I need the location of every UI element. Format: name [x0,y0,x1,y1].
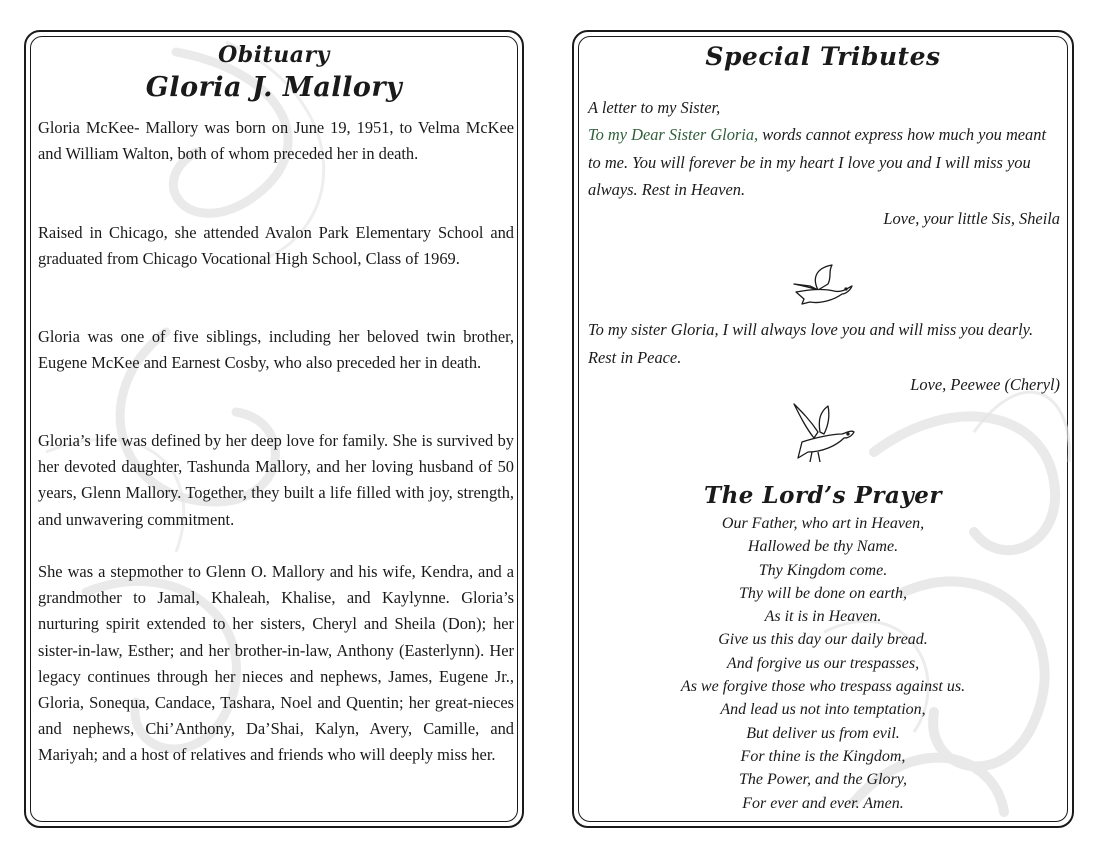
prayer-line: And lead us not into temptation, [720,701,926,719]
deceased-name: Gloria J. Mallory [145,72,403,103]
tribute-body [588,121,1060,204]
prayer-line: Hallowed be thy Name. [747,538,899,556]
tribute-signature: Love, your little Sis, Sheila [883,209,1060,228]
tributes-panel [572,30,1074,828]
tribute-salutation: A letter to my Sister, [588,98,721,117]
dove-icon [788,264,858,308]
obituary-heading: Obituary [218,42,330,68]
obituary-paragraph: Gloria McKee- Mallory was born on June 19, 1951, to Velma McKee and William Walton, both of whom preceded her in death. [38,118,514,164]
prayer-line: Give us this day our daily bread. [718,631,928,649]
prayer-line: For ever and ever. Amen. [742,794,904,812]
prayer-text [574,512,1072,815]
prayer-line: Our Father, who art in Heaven, [721,515,925,532]
prayer-line: As we forgive those who trespass against us. [680,678,966,696]
obituary-panel [24,30,524,828]
obituary-paragraph: She was a stepmother to Glenn O. Mallory and his wife, Kendra, and a grandmother to Jamal, Khaleah, Khalise, and Kaylynne. Gloria’s nurturing spirit extended to her sisters, Cheryl and Sheila (Don); her sister-in-law, Esther; and her brother-in-law, Anthony (Easterlynn). Her legacy continues through her nieces and nephews, James, Eugene Jr., Gloria, Sonequa, Candace, Tashara, Noel and Quentin; her great-nieces and nephews, Chi’Anthony, Da’Shai, Kalyn, Avery, Camille, and Mariyah; and a host of relatives and friends who will deeply miss her. [38,562,514,765]
tribute-opening: To my Dear Sister Gloria, [588,125,759,144]
prayer-line: But deliver us from evil. [746,724,900,742]
prayer-line: Thy will be done on earth, [739,584,907,602]
prayer-line: Thy Kingdom come. [758,561,888,579]
tributes-title: Special Tributes [705,42,941,71]
obituary-paragraph: Gloria was one of five siblings, including her beloved twin brother, Eugene McKee and Earnest Cosby, who also preceded her in death. [38,327,514,373]
prayer-line: The Power, and the Glory, [739,771,907,789]
dove-icon [788,402,858,468]
tribute-body: To my sister Gloria, I will always love you and will miss you dearly. Rest in Peace. [588,320,1034,367]
prayer-line: And forgive us our trespasses, [726,654,920,672]
prayer-line: For thine is the Kingdom, [740,747,906,765]
prayer-title: The Lord’s Prayer [703,482,943,509]
tribute-text: words cannot express how much you meant to me. You will forever be in my heart I love you and I will miss you always. Rest in Heaven. [588,125,1047,199]
prayer-line: As it is in Heaven. [764,608,882,626]
tribute-signature: Love, Peewee (Cheryl) [910,375,1060,394]
obituary-paragraph: Gloria’s life was defined by her deep love for family. She is survived by her devoted daughter, Tashunda Mallory, and her loving husband of 50 years, Glenn Mallory. Together, they built a life filled with joy, strength, and unwavering commitment. [38,431,514,529]
obituary-paragraph: Raised in Chicago, she attended Avalon Park Elementary School and graduated from Chicago Vocational High School, Class of 1969. [38,223,514,269]
